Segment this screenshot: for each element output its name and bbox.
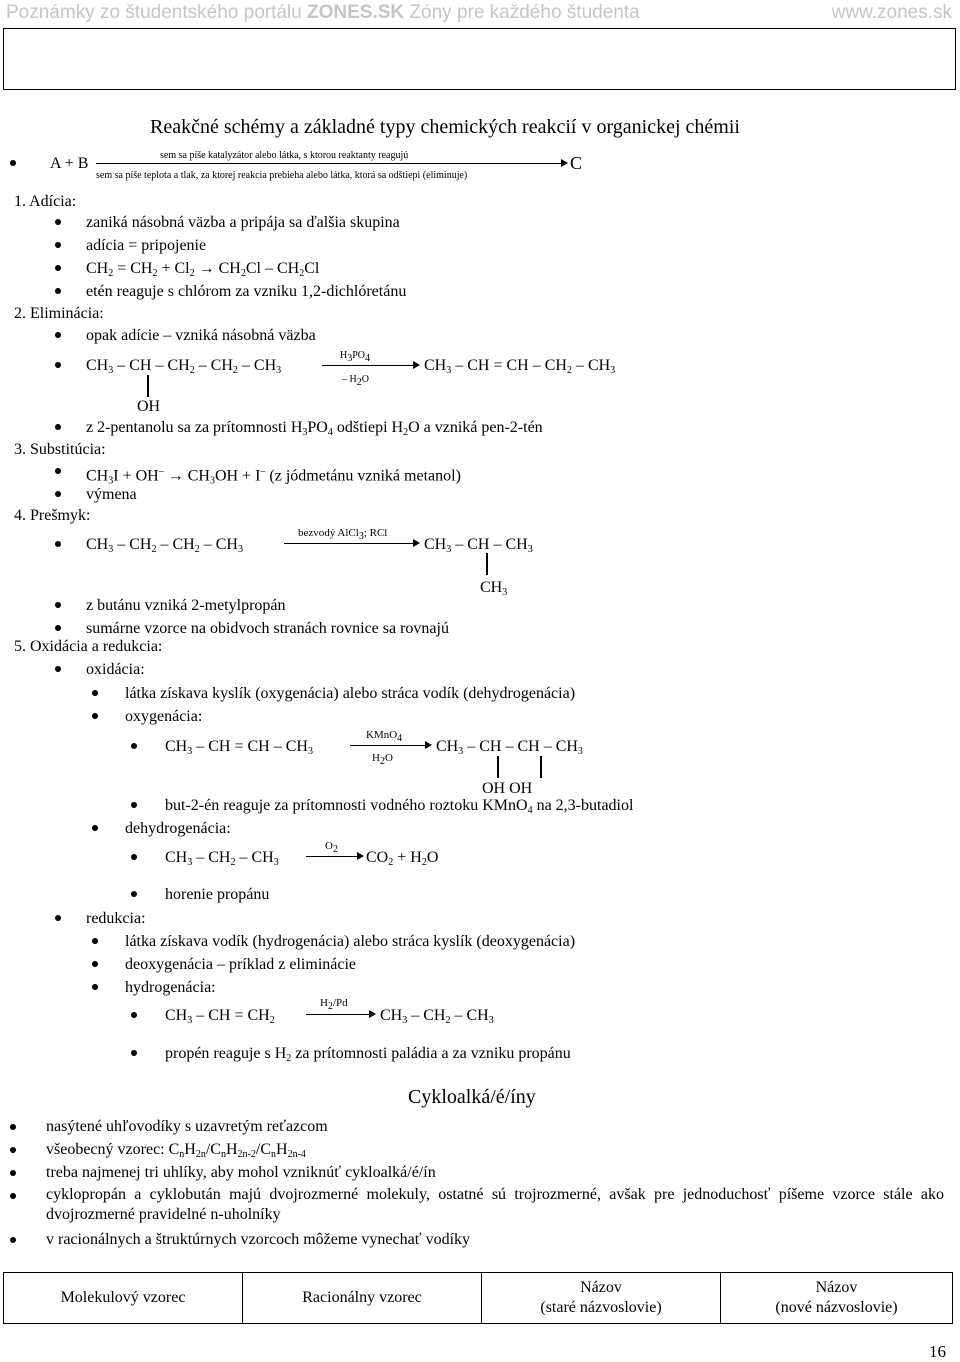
scheme-below: sem sa píše teplota a tlak, za ktorej reakcia prebieha alebo látka, ktorá sa odštiepi (eliminuje) — [96, 170, 468, 181]
bullet — [10, 1237, 16, 1243]
s5-dehy: dehydrogenácia: — [125, 820, 231, 837]
bullet — [55, 915, 61, 921]
s3-b2: výmena — [86, 486, 137, 503]
top-box — [3, 28, 956, 90]
scheme-above: sem sa píše katalyzátor alebo látka, s ktorou reaktanty reagujú — [160, 150, 409, 161]
arrow-head-icon — [357, 852, 364, 860]
bullet — [131, 743, 137, 749]
red-equation-lhs: $CH_3$ – CH = $CH_2$ — [165, 1007, 275, 1026]
s5-ox2: oxygenácia: — [125, 708, 203, 725]
bullet — [92, 825, 98, 831]
bullet — [55, 242, 61, 248]
th-rational: Racionálny vzorec — [243, 1273, 482, 1324]
ox-cond-below: $H_2O$ — [372, 752, 393, 767]
s1-equation: $CH_2 = CH_2 + Cl_2 \to CH_2Cl - CH_2Cl$ — [86, 260, 320, 279]
cyclo-b2: všeobecný vzorec: $C_nH_{2n}/C_nH_{2n-2}/C_nH_{2n-4}$ — [46, 1141, 306, 1160]
bullet — [131, 1012, 137, 1018]
cyclo-b3: treba najmenej tri uhlíky, aby mohol vzniknúť cykloalká/é/ín — [46, 1164, 436, 1181]
bullet — [55, 332, 61, 338]
s5-ox-b2: but-2-én reaguje za prítomnosti vodného roztoku KMnO$_4$ na 2,3-butadiol — [165, 797, 634, 816]
s3-equation: $CH_3I + OH^- \to CH_3OH + I^-$ (z jódmetánu vzniká metanol) — [86, 466, 461, 487]
s5-heading: 5. Oxidácia a redukcia: — [14, 638, 163, 655]
th-name-new: Názov (nové názvoslovie) — [721, 1273, 953, 1324]
cyclo-table — [3, 1272, 953, 1324]
bullet — [10, 1193, 16, 1199]
th-name-old: Názov (staré názvoslovie) — [482, 1273, 721, 1324]
s2-cond-above: $H_3PO_4$ — [340, 350, 371, 364]
bullet — [10, 1147, 16, 1153]
red-equation-rhs: $CH_3 - CH_2 - CH_3$ — [380, 1007, 494, 1026]
bullet — [55, 541, 61, 547]
scheme-arrow-line — [96, 163, 562, 164]
bullet — [92, 984, 98, 990]
s3-heading: 3. Substitúcia: — [14, 441, 106, 458]
bullet — [131, 1050, 137, 1056]
cyclo-b1: nasýtené uhľovodíky s uzavretým reťazcom — [46, 1118, 328, 1135]
bullet — [10, 160, 16, 166]
ox-oh: OH OH — [482, 780, 533, 797]
s5-red3: hydrogenácia: — [125, 979, 216, 996]
arrow-head-icon — [413, 361, 420, 369]
page-header — [0, 0, 960, 28]
s4-equation-rhs: $CH_3$ – CH – $CH_3$ — [424, 536, 533, 555]
bullet — [131, 802, 137, 808]
arrow-head-icon — [561, 159, 568, 167]
cyclo-b5: v racionálnych a štruktúrnych vzorcoch môžeme vynechať vodíky — [46, 1231, 471, 1248]
arrow-line — [350, 745, 426, 746]
bullet — [55, 362, 61, 368]
bond-line — [497, 756, 499, 778]
s5-ox1: látka získava kyslík (oxygenácia) alebo stráca vodík (dehydrogenácia) — [125, 685, 576, 702]
ox-cond-above: KMnO$_4$ — [366, 729, 403, 744]
s4-heading: 4. Prešmyk: — [14, 507, 91, 524]
header-url[interactable]: www.zones.sk — [831, 2, 952, 23]
bullet — [55, 602, 61, 608]
s2-equation-lhs: $CH_3$ – CH – $CH_2 - CH_2 - CH_3$ — [86, 357, 282, 376]
s4-b3: sumárne vzorce na obidvoch stranách rovnice sa rovnajú — [86, 620, 449, 637]
s1-heading: 1. Adícia: — [14, 193, 77, 210]
arrow-line — [306, 856, 358, 857]
arrow-line — [322, 365, 414, 366]
s5-red: redukcia: — [86, 910, 146, 927]
bullet — [10, 1124, 16, 1130]
s2-heading: 2. Eliminácia: — [14, 305, 104, 322]
bullet — [92, 713, 98, 719]
bullet — [55, 265, 61, 271]
bullet — [55, 625, 61, 631]
s4-ch3: $CH_3$ — [480, 579, 508, 598]
bond-line — [486, 553, 488, 575]
arrow-line — [284, 543, 414, 544]
bullet — [55, 468, 61, 474]
s5-red1: látka získava vodík (hydrogenácia) alebo stráca kyslík (deoxygenácia) — [125, 933, 576, 950]
s2-b1: opak adície – vzniká násobná väzba — [86, 327, 316, 344]
bullet — [92, 961, 98, 967]
bond-line — [147, 375, 149, 397]
bullet — [55, 491, 61, 497]
s1-b1: zaniká násobná väzba a pripája sa ďalšia skupina — [86, 214, 400, 231]
bullet — [55, 219, 61, 225]
bullet — [55, 666, 61, 672]
scheme-lhs: A + B — [50, 155, 89, 172]
arrow-line — [306, 1014, 370, 1015]
bullet — [10, 1170, 16, 1176]
red-cond: $H_2/Pd$ — [320, 997, 348, 1012]
s5-red2: deoxygenácia – príklad z eliminácie — [125, 956, 357, 973]
arrow-head-icon — [369, 1010, 376, 1018]
bullet — [92, 938, 98, 944]
ox-equation-rhs: $CH_3$ – CH – CH – $CH_3$ — [436, 738, 583, 757]
bullet — [92, 690, 98, 696]
s1-b4: etén reaguje s chlórom za vzniku 1,2-dichlóretánu — [86, 283, 407, 300]
s4-cond: bezvodý AlCl$_3$; RCl — [298, 527, 388, 542]
header-left: Poznámky zo študentského portálu ZONES.SK Zóny pre každého študenta — [6, 2, 640, 23]
cyclo-heading: Cykloalká/é/íny — [408, 1086, 536, 1108]
s2-cond-below: – $H_2O$ — [342, 374, 369, 388]
s4-equation-lhs: $CH_3 - CH_2 - CH_2 - CH_3$ — [86, 536, 243, 555]
bond-line — [540, 756, 542, 778]
s2-b3: z 2-pentanolu sa za prítomnosti $H_3PO_4$ odštiepi $H_2O$ a vzniká pen-2-tén — [86, 419, 543, 438]
arrow-head-icon — [425, 741, 432, 749]
th-molecular: Molekulový vzorec — [4, 1273, 243, 1324]
cyclo-b4: cyklopropán a cyklobután majú dvojrozmerné molekuly, ostatné sú trojrozmerné, avšak pre jednoduchosť píšeme vzorce stále ako dvojrozmerné pravidelné n-uholníky — [46, 1186, 944, 1223]
table-header-row — [4, 1273, 953, 1324]
scheme-rhs: C — [570, 153, 583, 173]
s5-dehy-b2: horenie propánu — [165, 886, 270, 903]
bullet — [131, 854, 137, 860]
dehy-equation-lhs: $CH_3 - CH_2 - CH_3$ — [165, 849, 279, 868]
bullet — [55, 424, 61, 430]
s5-red-b2: propén reaguje s $H_2$ za prítomnosti paládia a za vzniku propánu — [165, 1045, 571, 1064]
s1-b2: adícia = pripojenie — [86, 237, 207, 254]
bullet — [131, 891, 137, 897]
s2-equation-rhs: $CH_3$ – CH = CH – $CH_2 - CH_3$ — [424, 357, 616, 376]
dehy-cond: $O_2$ — [325, 840, 338, 855]
page-number: 16 — [929, 1342, 946, 1361]
s5-ox: oxidácia: — [86, 661, 145, 678]
doc-title: Reakčné schémy a základné typy chemických reakcií v organickej chémii — [150, 116, 740, 138]
bullet — [55, 288, 61, 294]
ox-equation-lhs: $CH_3$ – CH = CH – $CH_3$ — [165, 738, 313, 757]
arrow-head-icon — [413, 539, 420, 547]
dehy-equation-rhs: $CO_2 + H_2O$ — [366, 849, 439, 868]
s2-oh: OH — [137, 398, 161, 415]
s4-b2: z butánu vzniká 2-metylpropán — [86, 597, 286, 614]
